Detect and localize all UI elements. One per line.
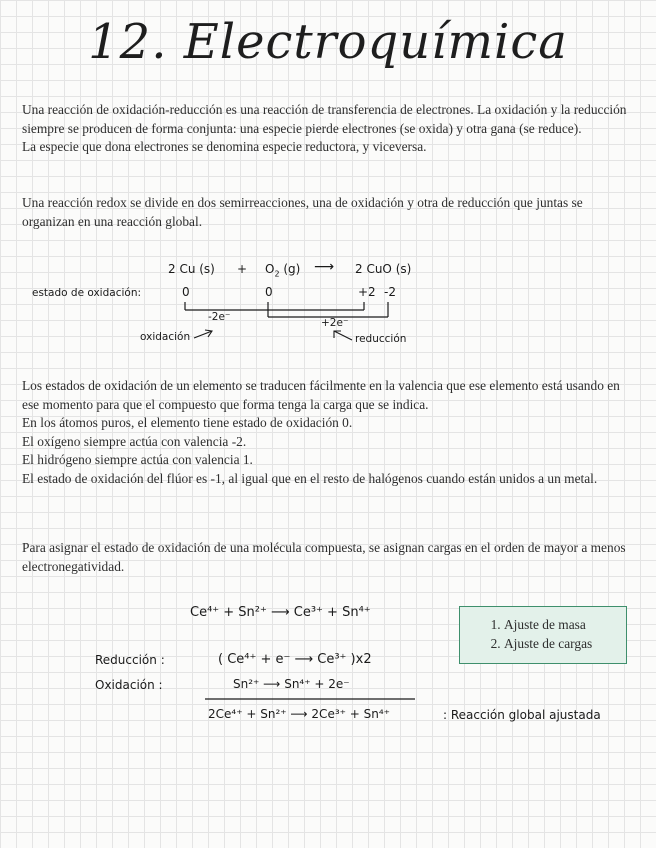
intro-text-2: La especie que dona electrones se denomina especie reductora, y viceversa. <box>22 139 427 154</box>
adjustment-steps-box <box>459 606 627 664</box>
product-cuo: 2 CuO (s) <box>355 262 412 276</box>
oxidation-half-label: Oxidación : <box>95 678 163 692</box>
assignment-text: Para asignar el estado de oxidación de una molécula compuesta, se asignan cargas en el orden de mayor a menos electronegatividad. <box>22 540 626 574</box>
intro-text-1: Una reacción de oxidación-reducción es una reacción de transferencia de electrones. La oxidación y la reducción siempre se producen de forma conjunta: una especie pierde electrones (se oxida) y otra gana (se reduce). <box>22 102 627 136</box>
states-line-5: El estado de oxidación del flúor es -1, al igual que en el resto de halógenos cuando están unidos a un metal. <box>22 470 598 486</box>
o2-state: (g) <box>283 262 301 276</box>
ox-state-product-o: -2 <box>384 285 396 299</box>
ox-state-cu: 0 <box>182 285 190 299</box>
reduction-half-label: Reducción : <box>95 653 165 667</box>
page-title: 12. Electroquímica <box>88 14 568 70</box>
states-line-4: El hidrógeno siempre actúa con valencia 1. <box>22 452 253 467</box>
states-line-3: El oxígeno siempre actúa con valencia -2. <box>22 433 247 449</box>
ox-state-product-cu: +2 <box>358 285 376 299</box>
oxidation-half-equation: Sn²⁺ ⟶ Sn⁴⁺ + 2e⁻ <box>233 677 350 691</box>
global-equation: 2Ce⁴⁺ + Sn²⁺ ⟶ 2Ce³⁺ + Sn⁴⁺ <box>208 707 391 721</box>
step-mass: 1. Ajuste de masa <box>504 616 626 635</box>
step-charges: 2. Ajuste de cargas <box>504 635 626 654</box>
electron-gain-label: +2e⁻ <box>321 317 349 329</box>
oxidation-label: oxidación <box>140 331 191 343</box>
o2-subscript: 2 <box>274 269 280 279</box>
o2-symbol: O <box>265 262 275 276</box>
global-equation-label: : Reacción global ajustada <box>443 708 601 722</box>
electron-loss-label: -2e⁻ <box>208 311 231 323</box>
ox-state-o: 0 <box>265 285 273 299</box>
redox-text: Una reacción redox se divide en dos semirreacciones, una de oxidación y otra de reducción que juntas se organizan en una reacción global. <box>22 195 583 229</box>
states-line-1: Los estados de oxidación de un elemento se traducen fácilmente en la valencia que ese elemento está usando en ese momento para que el compuesto que forma tenga la carga que se indica. <box>22 378 620 412</box>
reduction-half-equation: ( Ce⁴⁺ + e⁻ ⟶ Ce³⁺ )x2 <box>218 652 372 667</box>
oxidation-state-label: estado de oxidación: <box>32 287 142 299</box>
reduction-label: reducción <box>355 333 407 345</box>
reaction-arrow: ⟶ <box>314 259 335 275</box>
main-equation: Ce⁴⁺ + Sn²⁺ ⟶ Ce³⁺ + Sn⁴⁺ <box>190 605 371 620</box>
adjustment-steps-list <box>460 607 626 653</box>
reactant-cu: 2 Cu (s) <box>168 262 215 276</box>
plus-sign: + <box>237 262 248 276</box>
states-line-2: En los átomos puros, el elemento tiene estado de oxidación 0. <box>22 415 353 430</box>
